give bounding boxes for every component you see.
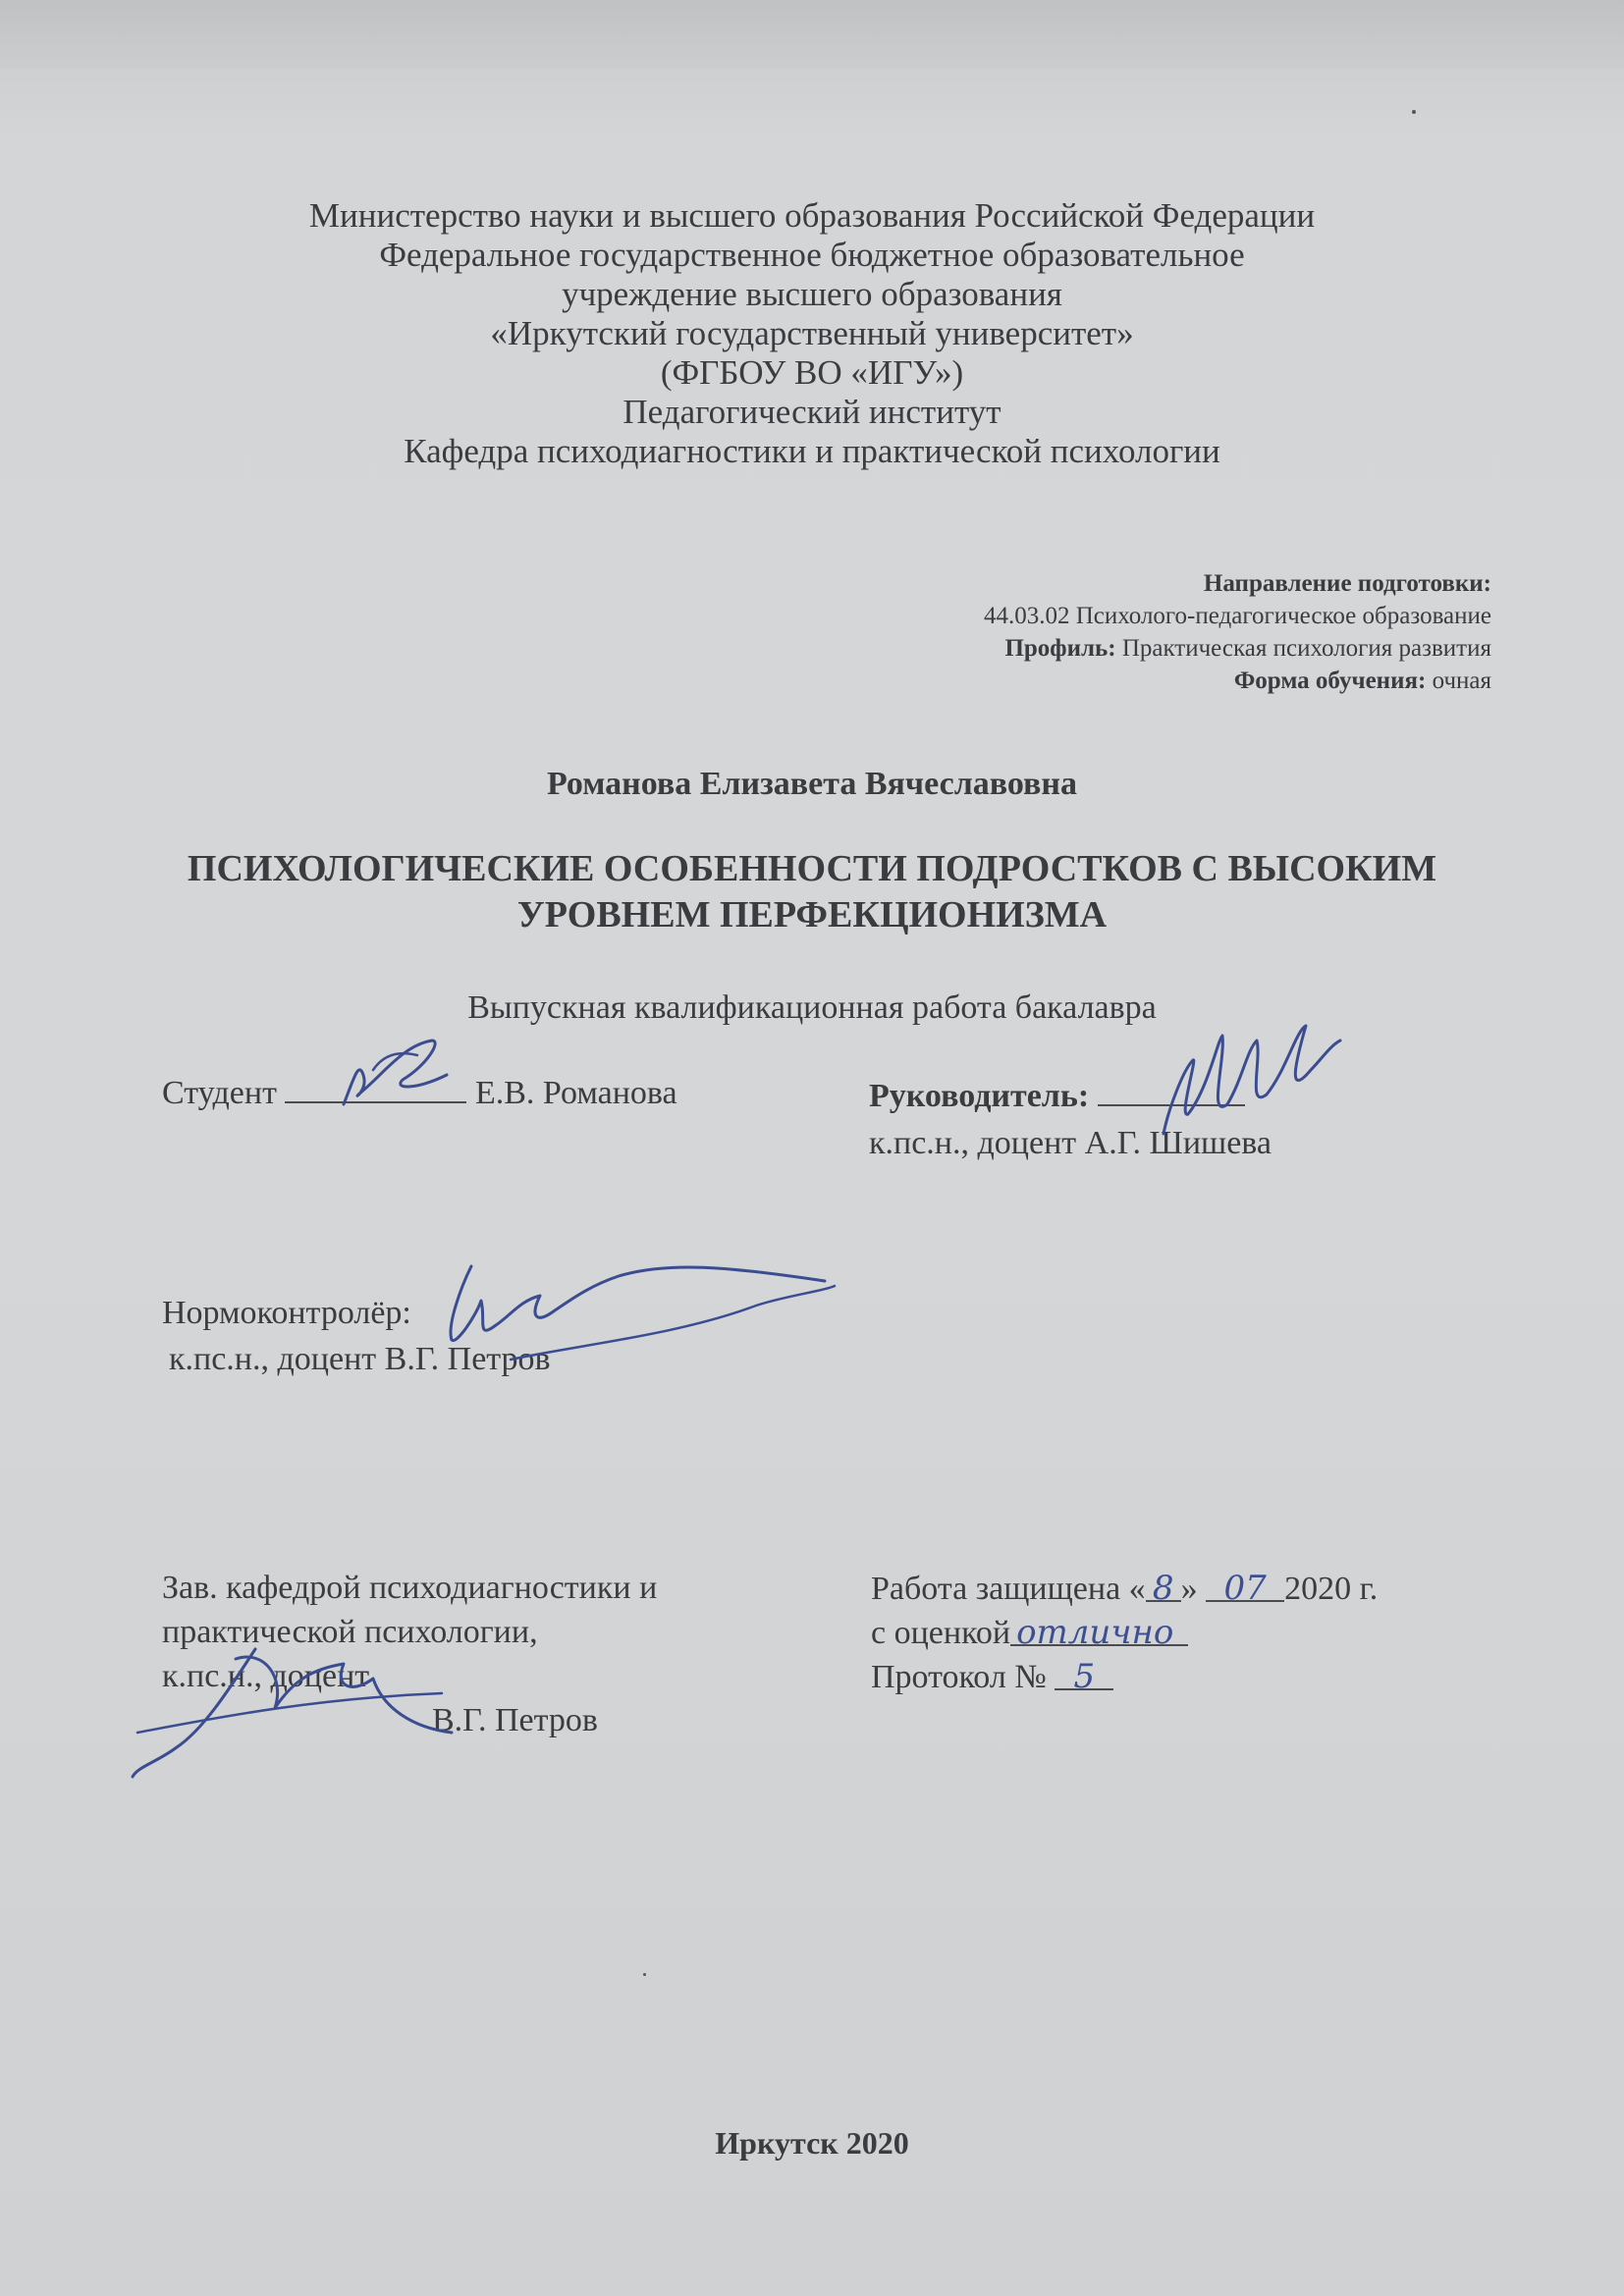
normcontrol-signature xyxy=(432,1247,844,1374)
profile-value: Практическая психология развития xyxy=(1121,635,1491,662)
defense-sep: » xyxy=(1180,1571,1198,1607)
thesis-title-line-2: УРОВНЕМ ПЕРФЕКЦИОНИЗМА xyxy=(516,894,1108,935)
thesis-title xyxy=(0,846,1624,938)
head-line-2: практической психологии, xyxy=(162,1614,538,1650)
work-type: Выпускная квалификационная работа бакалавра xyxy=(467,989,1157,1026)
institution-line-2: учреждение высшего образования xyxy=(562,275,1062,313)
normcontrol-label: Нормоконтролёр: xyxy=(162,1295,411,1331)
profile-label: Профиль: xyxy=(1004,635,1116,662)
normcontrol-details: к.пс.н., доцент В.Г. Петров xyxy=(169,1341,551,1377)
head-name: В.Г. Петров xyxy=(432,1702,598,1738)
protocol-label: Протокол № xyxy=(871,1659,1047,1695)
grade-line xyxy=(871,1613,1188,1653)
institution-header xyxy=(0,196,1624,471)
form-value: очная xyxy=(1432,667,1491,694)
head-line-3: к.пс.н., доцент xyxy=(162,1658,370,1694)
head-line-1: Зав. кафедрой психодиагностики и xyxy=(162,1570,658,1606)
form-label: Форма обучения: xyxy=(1233,667,1427,694)
scan-top-band xyxy=(0,0,1624,69)
institute-name: Педагогический институт xyxy=(623,393,1001,431)
institution-line-1: Федеральное государственное бюджетное образовательное xyxy=(379,236,1245,274)
defense-line xyxy=(871,1569,1378,1609)
defense-day: 8 xyxy=(1146,1569,1181,1602)
ministry-line: Министерство науки и высшего образования Российской Федерации xyxy=(308,196,1316,235)
student-name: Е.В. Романова xyxy=(474,1075,677,1111)
head-signature xyxy=(118,1620,471,1791)
direction-label: Направление подготовки: xyxy=(1203,570,1491,597)
direction-value: 44.03.02 Психолого-педагогическое образование xyxy=(983,603,1491,629)
protocol-line xyxy=(871,1657,1113,1697)
department-name: Кафедра психодиагностики и практической психологии xyxy=(404,432,1220,470)
defense-month: 07 xyxy=(1206,1569,1284,1602)
grade-label: с оценкой xyxy=(871,1615,1011,1651)
scan-speck xyxy=(643,1973,646,1976)
supervisor-details: к.пс.н., доцент А.Г. Шишева xyxy=(869,1125,1272,1161)
supervisor-signature xyxy=(1149,1001,1345,1148)
student-signature xyxy=(324,1021,461,1119)
supervisor-label: Руководитель: xyxy=(869,1078,1090,1114)
protocol-number: 5 xyxy=(1055,1657,1113,1690)
university-abbr: (ФГБОУ ВО «ИГУ») xyxy=(660,353,964,392)
student-label: Студент xyxy=(162,1075,277,1111)
city-year: Иркутск 2020 xyxy=(715,2125,909,2161)
thesis-title-line-1: ПСИХОЛОГИЧЕСКИЕ ОСОБЕННОСТИ ПОДРОСТКОВ С ВЫСОКИМ xyxy=(187,848,1437,889)
study-info xyxy=(984,567,1491,697)
author-name: Романова Елизавета Вячеславовна xyxy=(546,766,1078,802)
grade-value: отлично xyxy=(1010,1613,1188,1646)
scan-speck xyxy=(1412,110,1416,114)
defense-prefix: Работа защищена « xyxy=(871,1571,1146,1607)
university-name: «Иркутский государственный университет» xyxy=(490,314,1134,352)
defense-year: 2020 г. xyxy=(1284,1571,1379,1607)
